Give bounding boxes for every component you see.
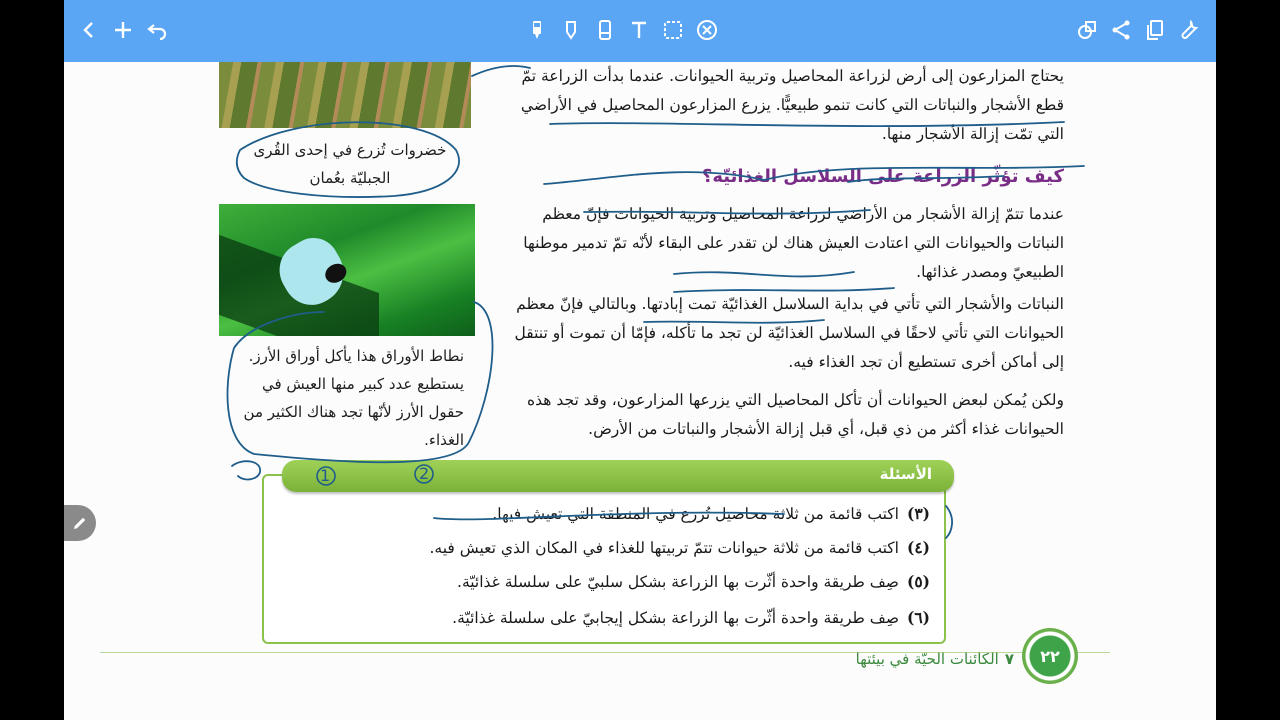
section-heading: كيف تؤثّر الزراعة على السلاسل الغذائيّة؟: [701, 166, 1064, 187]
question-item: (٣)اكتب قائمة من ثلاثة محاصيل تُزرع في المنطقة التي تعيش فيها.: [492, 504, 930, 523]
chapter-label: ٧الكائنات الحيّة في بيئتها: [855, 650, 1014, 668]
question-item: (٦)صِف طريقة واحدة أثّرت بها الزراعة بشكل إيجابيّ على سلسلة غذائيّة.: [452, 608, 930, 627]
question-item: (٤)اكتب قائمة من ثلاثة حيوانات تتمّ تربيتها للغذاء في المكان الذي تعيش فيه.: [429, 538, 930, 557]
pencil-icon: [71, 514, 89, 532]
textbook-page: [64, 62, 1216, 720]
text-icon[interactable]: [626, 17, 652, 43]
vegetables-caption: خضروات تُزرع في إحدى القُرى الجبليّة بعُمان: [253, 141, 447, 187]
questions-title: الأسئلة: [879, 465, 932, 483]
share-icon[interactable]: [1108, 17, 1134, 43]
highlighter-icon[interactable]: [558, 17, 584, 43]
eraser-icon[interactable]: [592, 17, 618, 43]
paragraph-crops-animals: ولكن يُمكن لبعض الحيوانات أن تأكل المحاصيل التي يزرعها المزارعون، وقد تجد هذه الحيوانات غذاء أكثر من ذي قبل، أي قبل إزالة الأشجار والنباتات من الأرض.: [527, 391, 1064, 438]
page-number-badge: ٢٢: [1022, 628, 1078, 684]
paragraph-food-chain: النباتات والأشجار التي تأتي في بداية السلاسل الغذائيّة تمت إبادتها. وبالتالي فإنّ معظم الحيوانات التي تأتي لاحقًا في السلاسل الغذائيّة لن تجد ما تأكله، فإمّا أن تموت أو تنتقل إلى أماكن أخرى تستطيع أن تجد الغذاء فيه.: [514, 295, 1064, 371]
questions-header: [282, 460, 954, 492]
ink-number: 1: [320, 466, 331, 485]
question-item: (٥)صِف طريقة واحدة أثّرت بها الزراعة بشكل سلبيّ على سلسلة غذائيّة.: [457, 572, 930, 591]
leafhopper-photo: [219, 204, 475, 336]
shapes-icon[interactable]: [1074, 17, 1100, 43]
lasso-icon[interactable]: [660, 17, 686, 43]
undo-icon[interactable]: [144, 17, 170, 43]
marker-icon[interactable]: [524, 17, 550, 43]
close-circle-icon[interactable]: [694, 17, 720, 43]
wrench-icon[interactable]: [1176, 17, 1202, 43]
vegetable-fields-photo: [219, 62, 471, 128]
copy-icon[interactable]: [1142, 17, 1168, 43]
paragraph-clearing: عندما تتمّ إزالة الأشجار من الأراضي لزراعة المحاصيل وتربية الحيوانات فإنّ معظم النباتات والحيوانات التي اعتادت العيش هناك لن تقدر على البقاء لأنّه تمّ تدمير موطنها الطبيعيّ ومصدر غذائها.: [523, 205, 1064, 281]
plus-icon[interactable]: [110, 17, 136, 43]
document-viewer: [64, 0, 1216, 720]
ink-number: 2: [419, 464, 430, 483]
chevron-left-icon[interactable]: [76, 17, 102, 43]
paragraph-intro: يحتاج المزارعون إلى أرض لزراعة المحاصيل وتربية الحيوانات. عندما بدأت الزراعة تمّ قطع الأشجار والنباتات التي كانت تنمو طبيعيًّا. يزرع المزارعون المحاصيل في الأراضي التي تمّت إزالة الأشجار منها.: [520, 67, 1064, 143]
leafhopper-caption: نطاط الأوراق هذا يأكل أوراق الأرز. يستطيع عدد كبير منها العيش في حقول الأرز لأنّها تجد هناك الكثير من الغذاء.: [243, 347, 464, 449]
annotation-toolbar: [64, 0, 1216, 62]
